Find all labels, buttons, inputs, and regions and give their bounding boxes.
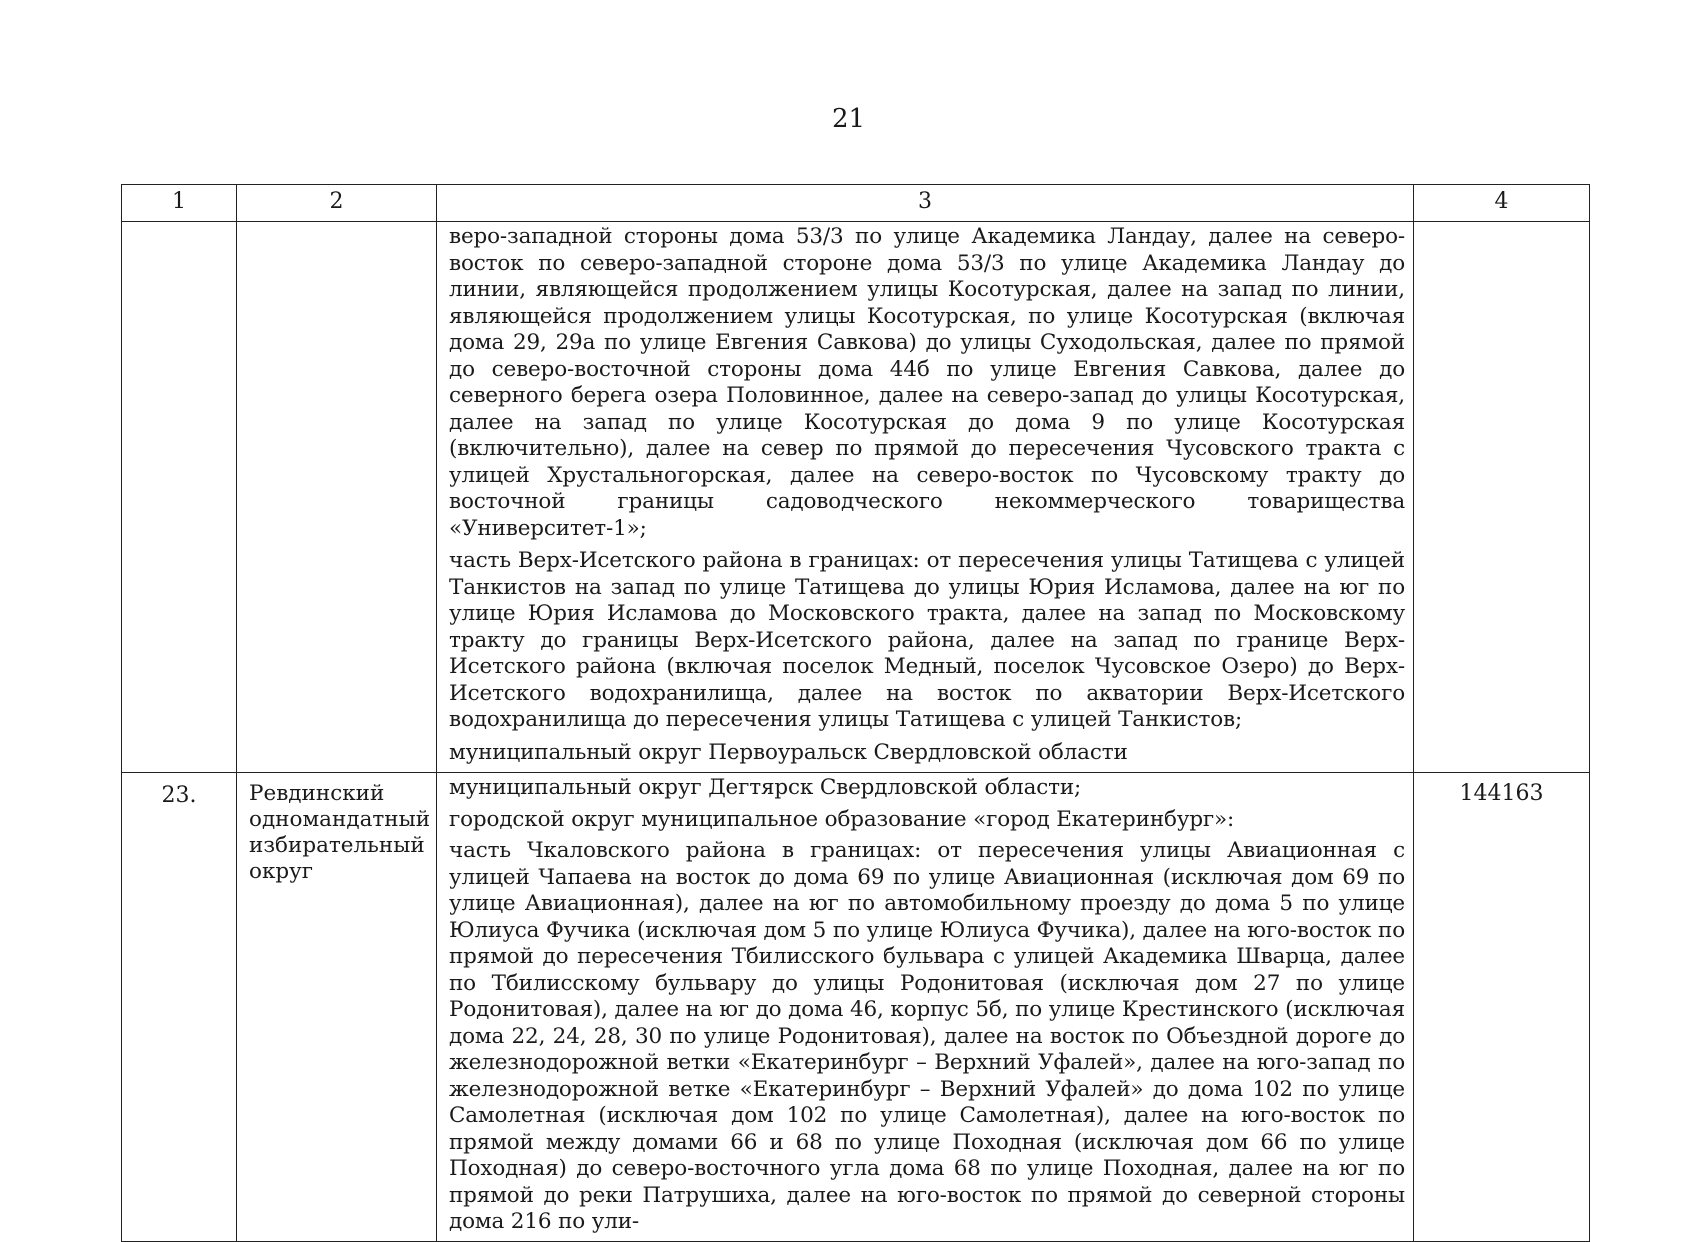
boundary-paragraph: муниципальный округ Дегтярск Свердловской области; <box>449 775 1082 800</box>
table-row <box>122 222 1590 773</box>
district-boundaries <box>437 773 1414 1242</box>
boundary-paragraph: муниципальный округ Первоуральск Свердловской области <box>449 739 1128 765</box>
voter-count <box>1414 222 1590 773</box>
boundary-paragraph: городской округ муниципальное образование «город Екатеринбург»: <box>449 806 1235 832</box>
boundary-paragraph: часть Верх-Исетского района в границах: от пересечения улицы Татищева с улицей Танкистов на запад по улице Татищева до улицы Юрия Исламова, далее на юг по улице Юрия Исламова до Московского тракта, далее на запад по Московскому тракту до границы Верх-Исетского района, далее на запад по границе Верх-Исетского района (включая поселок Медный, поселок Чусовское Озеро) до Верх-Исетского водохранилища, далее на восток по акватории Верх-Исетского водохранилища до пересечения улицы Татищева с улицей Танкистов; <box>449 548 1405 732</box>
district-boundaries <box>437 222 1414 773</box>
boundary-paragraph: веро-западной стороны дома 53/3 по улице Академика Ландау, далее на северо-восток по северо-западной стороне дома 53/3 по улице Академика Ландау до линии, являющейся продолжением улицы Косотурская, далее на запад по линии, являющейся продолжением улицы Косотурская, по улице Косотурская (включая дома 29, 29а по улице Евгения Савкова) до улицы Суходольская, далее по прямой до северо-восточной стороны дома 44б по улице Евгения Савкова, далее до северного берега озера Половинное, далее на северо-запад до улицы Косотурская, далее на запад по улице Косотурская до дома 9 по улице Косотурская (включительно), далее на север по прямой до пересечения Чусовского тракта с улицей Хрустальногорская, далее на северо-восток по Чусовскому тракту до восточной границы садоводческого некоммерческого товарищества «Университет-1»; <box>449 224 1405 541</box>
boundary-paragraph: часть Чкаловского района в границах: от пересечения улицы Авиационная с улицей Чапаева на восток до дома 69 по улице Авиационная (исключая дом 69 по улице Авиационная), далее на юг по автомобильному проезду до дома 5 по улице Юлиуса Фучика (исключая дом 5 по улице Юлиуса Фучика), далее на юго-восток по прямой до пересечения Тбилисского бульвара с улицей Академика Шварца, далее по Тбилисскому бульвару до улицы Родонитовая (исключая дом 27 по улице Родонитовая), далее на юг до дома 46, корпус 5б, по улице Крестинского (исключая дома 22, 24, 28, 30 по улице Родонитовая), далее на восток по Объездной дороге до железнодорожной ветки «Екатеринбург – Верхний Уфалей», далее на юго-запад по железнодорожной ветке «Екатеринбург – Верхний Уфалей» до дома 102 по улице Самолетная (исключая дом 102 по улице Самолетная), далее на юго-восток по прямой между домами 66 и 68 по улице Походная (исключая дом 66 по улице Походная) до северо-восточного угла дома 68 по улице Походная, далее на юг по прямой до реки Патрушиха, далее на юго-восток по прямой до северной стороны дома 216 по ули- <box>449 838 1405 1234</box>
column-header-3: 3 <box>437 185 1414 222</box>
table-header-row <box>122 185 1590 222</box>
district-name: Ревдинский одномандатный избирательный округ <box>237 773 437 1242</box>
district-name <box>237 222 437 773</box>
row-number <box>122 222 237 773</box>
table-row <box>122 773 1590 1242</box>
column-header-4: 4 <box>1414 185 1590 222</box>
page-number: 21 <box>831 104 866 134</box>
electoral-districts-table <box>121 184 1590 1242</box>
voter-count: 144163 <box>1414 773 1590 1242</box>
row-number: 23. <box>122 773 237 1242</box>
column-header-2: 2 <box>237 185 437 222</box>
column-header-1: 1 <box>122 185 237 222</box>
